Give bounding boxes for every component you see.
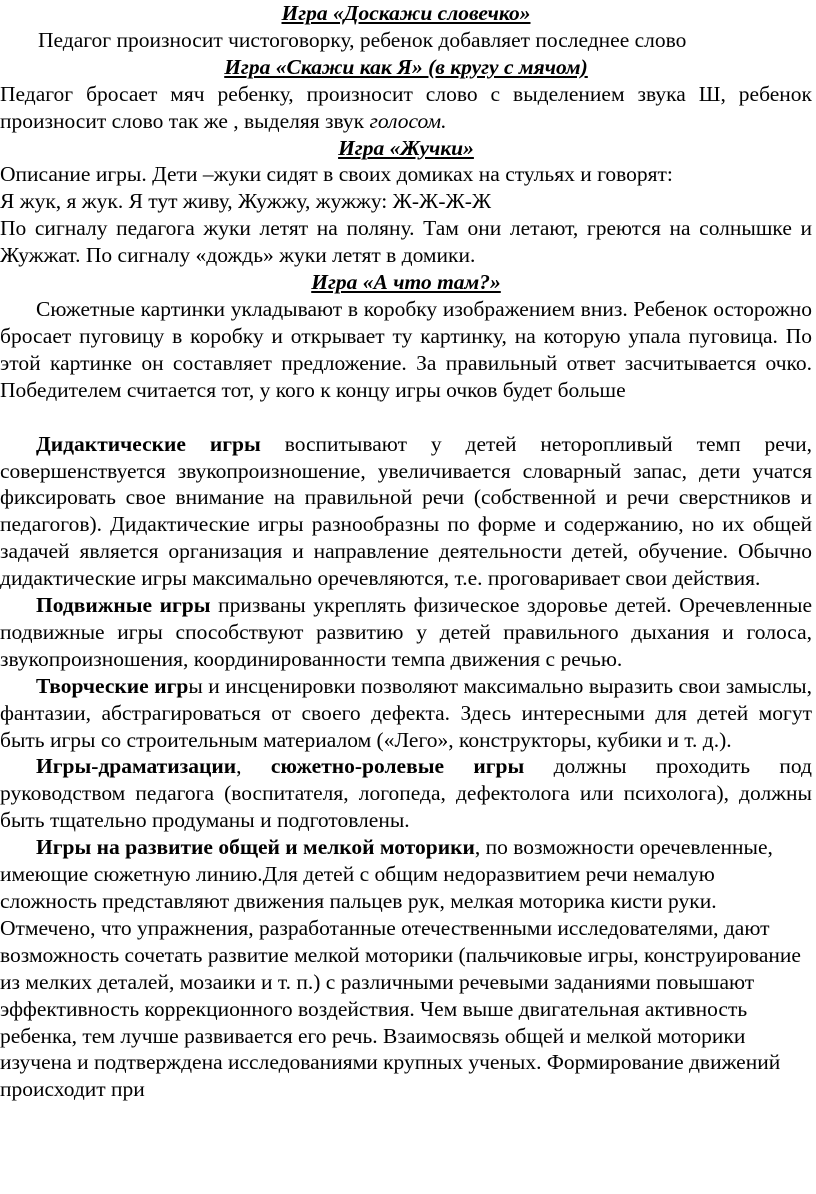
- drama-paragraph: [0, 753, 812, 834]
- game4-text: Сюжетные картинки укладывают в коробку изображением вниз. Ребенок осторожно бросает пуговицу в коробку и открывает ту картинку, на которую упала пуговица. По этой картинке он составляет предложение. За правильный ответ засчитывается очко. Победителем считается тот, у кого к концу игры очков будет больше: [0, 296, 812, 402]
- motor-paragraph: [0, 834, 812, 1103]
- didactic-text: воспитывают у детей неторопливый темп речи, совершенствуется звукопроизношение, увеличивается словарный запас, дети учатся фиксировать свое внимание на правильной речи (собственной и речи сверстников и педагогов). Дидактические игры разнообразны по форме и содержанию, но их общей задачей является организация и направление деятельности детей, обучение. Обычно дидактические игры максимально оречевляются, т.е. проговаривает свои действия.: [0, 431, 813, 591]
- game1-title: Игра «Доскажи словечко»: [281, 1, 531, 25]
- didactic-paragraph: [0, 431, 812, 592]
- mobile-text: призваны укреплять физическое здоровье детей. Оречевленные подвижные игры способствуют развитию у детей правильного дыхания и голоса, звукопроизношения, координированности темпа движения с речью.: [0, 593, 812, 671]
- game3-line3: По сигналу педагога жуки летят на поляну. Там они летают, греются на солнышке и Жужжат. По сигналу «дождь» жуки летят в домики.: [0, 216, 812, 268]
- creative-heading: Творческие игр: [36, 673, 189, 698]
- drama-text: должны проходить под руководством педагога (воспитателя, логопеда, дефектолога или психолога), должны быть тщательно продуманы и подготовлены.: [0, 754, 813, 833]
- game2-text: [0, 81, 812, 135]
- game4-title: Игра «А что там?»: [311, 270, 501, 295]
- didactic-heading: Дидактические игры: [36, 431, 261, 456]
- paragraph-gap: [0, 404, 812, 431]
- drama-heading-1: Игры-драматизации: [36, 754, 237, 779]
- game3-line1: Описание игры. Дети –жуки сидят в своих домиках на стульях и говорят:: [0, 162, 673, 187]
- mobile-heading: Подвижные игры: [36, 593, 211, 618]
- game3-line2: Я жук, я жук. Я тут живу, Жужжу, жужжу: Ж-Ж-Ж-Ж: [0, 189, 492, 214]
- game3-title: Игра «Жучки»: [338, 135, 474, 160]
- mobile-paragraph: [0, 592, 812, 673]
- creative-paragraph: [0, 673, 812, 754]
- game2-title: Игра «Скажи как Я» (в кругу с мячом): [224, 54, 588, 79]
- drama-heading-2: сюжетно-ролевые игры: [270, 754, 525, 779]
- game2-text-italic: голосом.: [369, 108, 447, 133]
- motor-text: , по возможности оречевленные, имеющие сюжетную линию.Для детей с общим недоразвитием речи немалую сложность представляют движения пальцев рук, мелкая моторика кисти руки. Отмечено, что упражнения, разработанные отечественными исследователями, дают возможность сочетать развитие мелкой моторики (пальчиковые игры, конструирование из мелких деталей, мозаики и т. п.) с различными речевыми заданиями повышают эффективность коррекционного воздействия. Чем выше двигательная активность ребенка, тем лучше развивается его речь. Взаимосвязь общей и мелкой моторики изучена и подтверждена исследованиями крупных ученых. Формирование движений происходит при: [0, 835, 801, 1102]
- drama-separator: ,: [236, 754, 271, 779]
- motor-heading: Игры на развитие общей и мелкой моторики: [36, 835, 475, 860]
- game1-text: Педагог произносит чистоговорку, ребенок добавляет последнее слово: [38, 27, 687, 52]
- creative-text: ы и инсценировки позволяют максимально выразить свои замыслы, фантазии, абстрагироваться от своего дефекта. Здесь интересными для детей могут быть игры со строительным материалом («Лего», конструкторы, кубики и т. д.).: [0, 673, 812, 752]
- game2-text-main: Педагог бросает мяч ребенку, произносит слово с выделением звука Ш, ребенок произносит слово так же , выделяя звук: [0, 81, 812, 133]
